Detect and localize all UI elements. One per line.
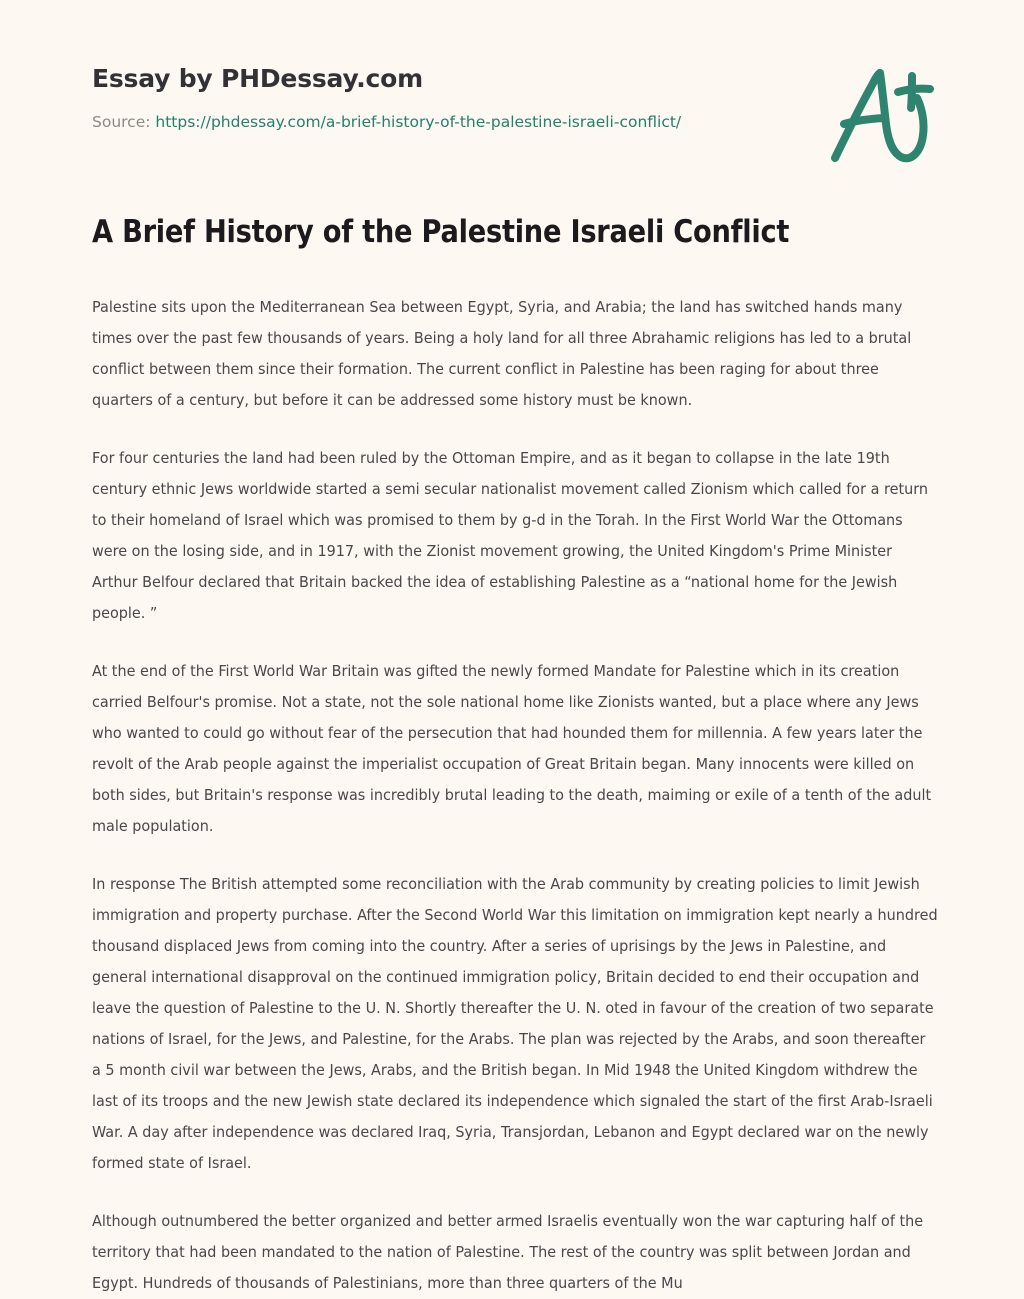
paragraph: At the end of the First World War Britain was gifted the newly formed Mandate for Palestine which in its creation carried Belfour's promise. Not a state, not the sole national home like Zionists wanted, but a place where any Jews who wanted to could go without fear of the persecution that had hounded them for millennia. A few years later the revolt of the Arab people against the imperialist occupation of Great Britain began. Many innocents were killed on both sides, but Britain's response was incredibly brutal leading to the death, maiming or exile of a tenth of the adult male population. [92,661,932,835]
a-plus-logo-icon [822,62,942,172]
page-title: A Brief History of the Palestine Israeli Conflict [92,214,790,250]
brand-title: Essay by PHDessay.com [92,64,423,93]
paragraph: In response The British attempted some reconciliation with the Arab community by creating policies to limit Jewish immigration and property purchase. After the Second World War this limitation on immigration kept nearly a hundred thousand displaced Jews from coming into the country. After a series of uprisings by the Jews in Palestine, and general international disapproval on the continued immigration policy, Britain decided to end their occupation and leave the question of Palestine to the U. N. Shortly thereafter the U. N. oted in favour of the creation of two separate nations of Israel, for the Jews, and Palestine, for the Arabs. The plan was rejected by the Arabs, and soon thereafter a 5 month civil war between the Jews, Arabs, and the British began. In Mid 1948 the United Kingdom withdrew the last of its troops and the new Jewish state declared its independence which signaled the start of the first Arab-Israeli War. A day after independence was declared Iraq, Syria, Transjordan, Lebanon and Egypt declared war on the newly formed state of Israel. [92,874,938,1172]
paragraph: For four centuries the land had been ruled by the Ottoman Empire, and as it began to collapse in the late 19th century ethnic Jews worldwide started a semi secular nationalist movement called Zionism which called for a return to their homeland of Israel which was promised to them by g-d in the Torah. In the First World War the Ottomans were on the losing side, and in 1917, with the Zionist movement growing, the United Kingdom's Prime Minister Arthur Belfour declared that Britain backed the idea of establishing Palestine as a “national home for the Jewish people. ” [92,448,928,622]
paragraph: Although outnumbered the better organized and better armed Israelis eventually won the war capturing half of the territory that had been mandated to the nation of Palestine. The rest of the country was split between Jordan and Egypt. Hundreds of thousands of Palestinians, more than three quarters of the Mu [92,1211,924,1292]
article [92,213,938,1299]
article-body [92,292,938,1299]
source-url-link[interactable]: https://phdessay.com/a-brief-history-of-the-palestine-israeli-conflict/ [155,113,682,131]
source-label: Source: [92,113,151,131]
a-plus-logo [822,62,942,172]
paragraph: Palestine sits upon the Mediterranean Sea between Egypt, Syria, and Arabia; the land has switched hands many times over the past few thousands of years. Being a holy land for all three Abrahamic religions has led to a brutal conflict between them since their formation. The current conflict in Palestine has been raging for about three quarters of a century, but before it can be addressed some history must be known. [92,297,912,409]
